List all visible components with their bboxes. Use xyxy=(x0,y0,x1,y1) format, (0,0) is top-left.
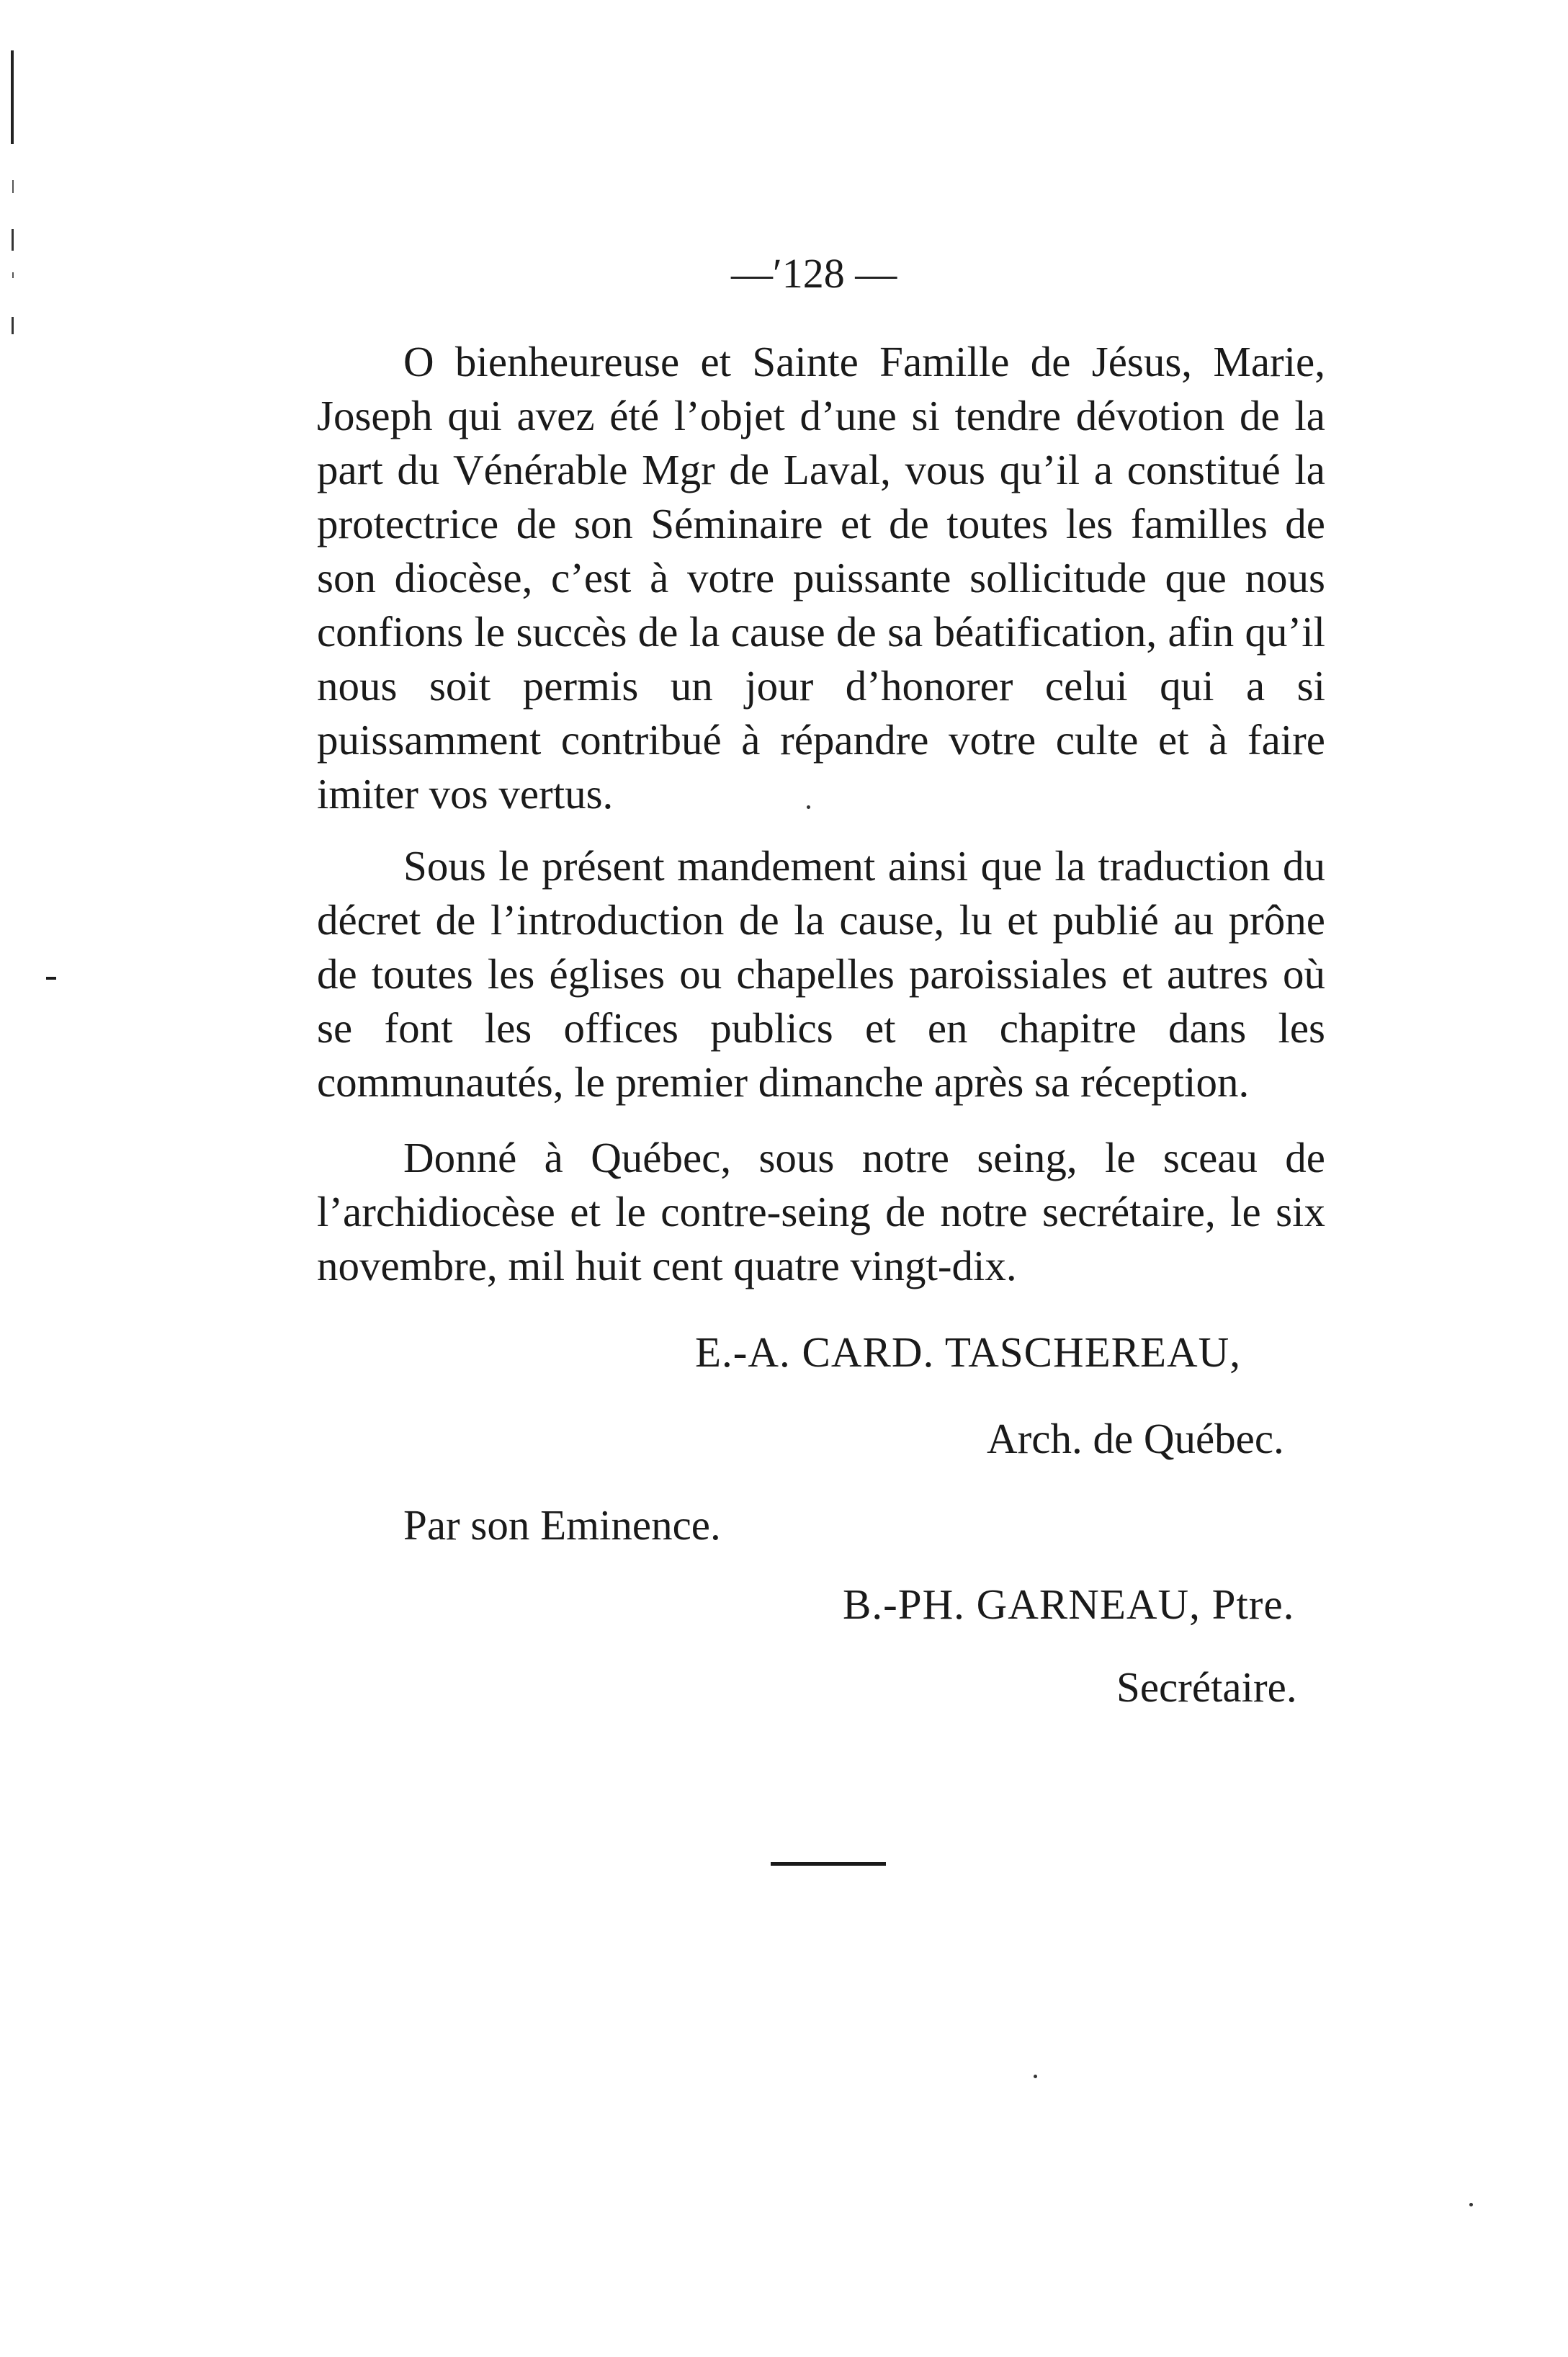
scan-speck xyxy=(807,805,810,809)
signatory-title: Arch. de Québec. xyxy=(987,1415,1284,1462)
page-number: —′128 — xyxy=(731,250,897,297)
secretary-title: Secrétaire. xyxy=(1116,1663,1297,1711)
countersign-by-line: Par son Eminence. xyxy=(403,1501,721,1549)
scan-speck xyxy=(1034,2075,1037,2078)
signatory-name: E.-A. CARD. TASCHEREAU, xyxy=(695,1328,1241,1376)
margin-scan-marks xyxy=(4,43,22,375)
paragraph-mandement: Sous le présent mandement ainsi que la traduction du décret de l’introduction de la cause, lu et publié au prône de toutes les églises ou chapelles paroissiales et autres où se font les offices publics et en chapitre dans les communautés, le premier dimanche après sa réception. xyxy=(317,842,1325,1106)
paragraph-prayer: O bienheureuse et Sainte Famille de Jésus, Marie, Joseph qui avez été l’objet d’une si tendre dévotion de la part du Vénérable Mgr de Laval, vous qu’il a constitué la protectrice de son Séminaire et de toutes les familles de son diocèse, c’est à votre puissante sollicitude que nous confions le succès de la cause de sa béatification, afin qu’il nous soit permis un jour d’honorer celui qui a si puissamment contribué à répandre votre culte et à faire imiter vos vertus. xyxy=(317,338,1325,818)
margin-dash-mark xyxy=(46,977,56,980)
scan-speck xyxy=(1469,2203,1473,2206)
closing-rule xyxy=(771,1862,886,1866)
secretary-name: B.-PH. GARNEAU, Ptre. xyxy=(843,1580,1295,1628)
paragraph-given-at: Donné à Québec, sous notre seing, le sceau de l’archidiocèse et le contre-seing de notre secrétaire, le six novembre, mil huit cent quatre vingt-dix. xyxy=(317,1134,1325,1289)
